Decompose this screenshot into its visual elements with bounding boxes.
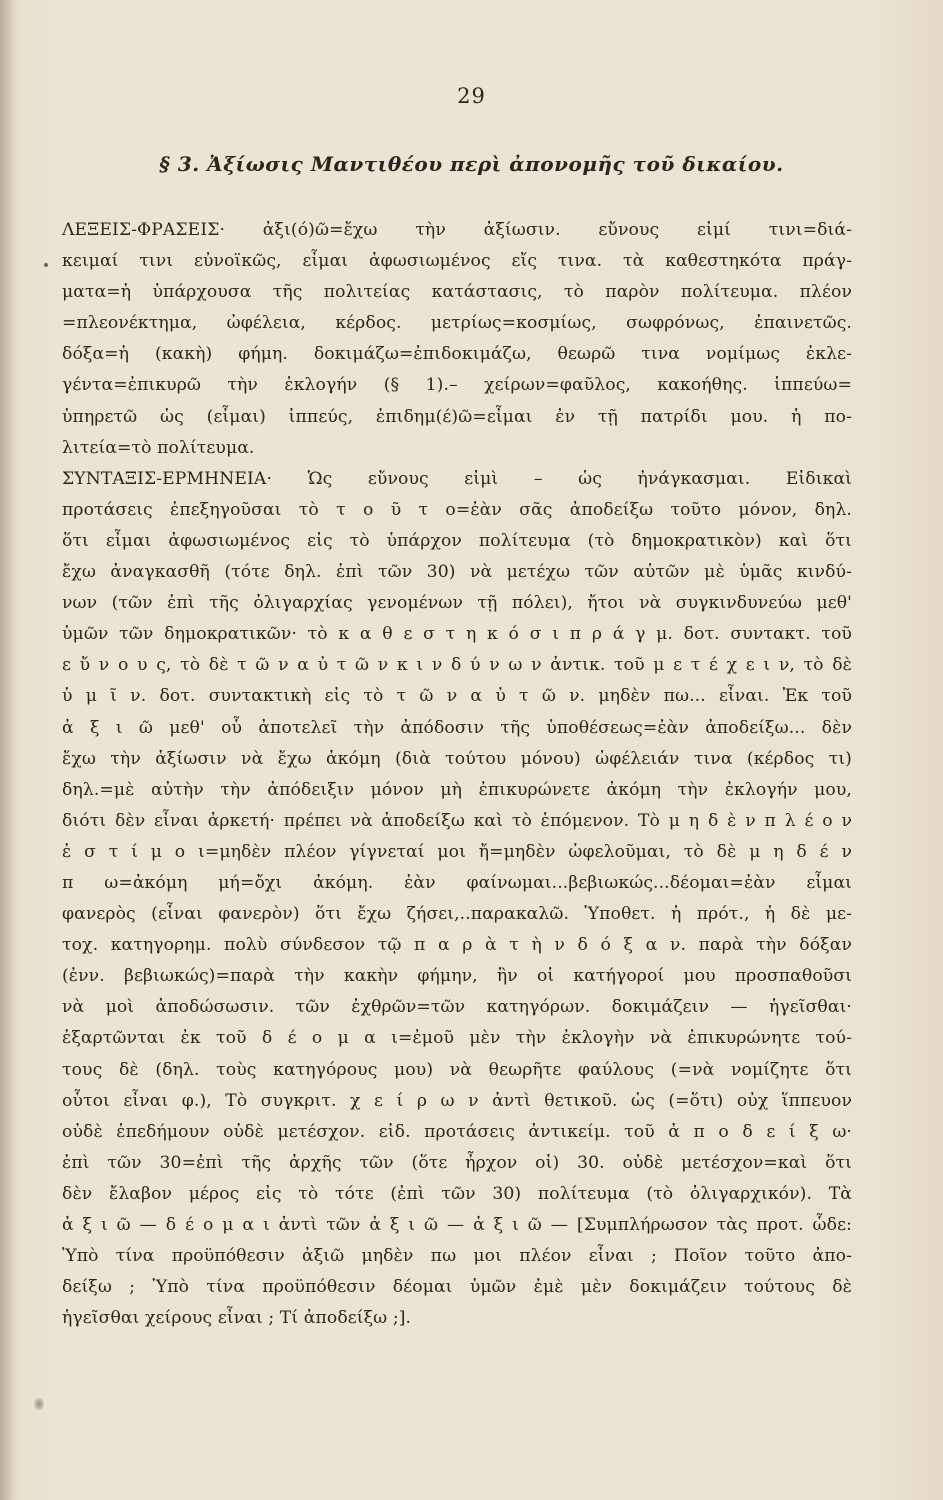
- margin-mark: [44, 263, 48, 267]
- commentary-body: [62, 215, 852, 1334]
- text-line: ματα=ἡ ὑπάρχουσα τῆς πολιτείας κατάστασις, τὸ παρὸν πολίτευμα. πλέον: [62, 282, 852, 303]
- text-line: ἐπὶ τῶν 30=ἐπὶ τῆς ἀρχῆς τῶν (ὅτε ἦρχον οἱ) 30. οὐδὲ μετέσχον=καὶ ὅτι: [62, 1152, 852, 1173]
- text-line: οὐδὲ ἐπεδήμουν οὐδὲ μετέσχον. εἰδ. προτάσεις ἀντικείμ. τοῦ ἀ π ο δ ε ί ξ ω·: [62, 1121, 852, 1142]
- text-line: προτάσεις ἐπεξηγοῦσαι τὸ τ ο ῦ τ ο=ἐὰν σᾶς ἀποδείξω τοῦτο μόνον, δηλ.: [62, 499, 852, 520]
- binding-shadow: [0, 0, 14, 1500]
- text-line: ἔχω ἀναγκασθῆ (τότε δηλ. ἐπὶ τῶν 30) νὰ μετέχω τῶν αὐτῶν μὲ ὑμᾶς κινδύ-: [62, 562, 852, 583]
- text-line: π ω=ἀκόμη μή=ὄχι ἀκόμη. ἐὰν φαίνωμαι...βεβιωκώς...δέομαι=ἐὰν εἶμαι: [62, 872, 852, 893]
- text-line: ἀ ξ ι ῶ — δ έ ο μ α ι ἀντὶ τῶν ἀ ξ ι ῶ — ἀ ξ ι ῶ — [Συμπλήρωσον τὰς προτ. ὧδε:: [62, 1215, 852, 1235]
- text-line: οὗτοι εἶναι φ.), Τὸ συγκριτ. χ ε ί ρ ω ν ἀντὶ θετικοῦ. ὡς (=ὅτι) οὐχ ἵππευον: [62, 1090, 852, 1111]
- text-line: φανερὸς (εἶναι φανερὸν) ὅτι ἔχω ζήσει,..παρακαλῶ. Ὑποθετ. ἡ πρότ., ἡ δὲ με-: [62, 904, 852, 925]
- text-line: ὑμῶν τῶν δημοκρατικῶν· τὸ κ α θ ε σ τ η κ ό σ ι π ρ ά γ μ. δοτ. συντακτ. τοῦ: [62, 624, 852, 645]
- text-line: =πλεονέκτημα, ὠφέλεια, κέρδος. μετρίως=κοσμίως, σωφρόνως, ἐπαινετῶς.: [62, 313, 852, 334]
- text-line: νὰ μοὶ ἀποδώσωσιν. τῶν ἐχθρῶν=τῶν κατηγόρων. δοκιμάζειν — ἡγεῖσθαι·: [62, 997, 852, 1018]
- text-line: ὑπηρετῶ ὡς (εἶμαι) ἱππεύς, ἐπιδημ(έ)ῶ=εἶμαι ἐν τῇ πατρίδι μου. ἡ πο-: [62, 406, 852, 427]
- text-line: ε ὔ ν ο υ ς, τὸ δὲ τ ῶ ν α ὐ τ ῶ ν κ ι ν δ ύ ν ω ν ἀντικ. τοῦ μ ε τ έ χ ε ι ν, τὸ δὲ: [62, 655, 852, 676]
- text-line: δηλ.=μὲ αὐτὴν τὴν ἀπόδειξιν μόνον μὴ ἐπικυρώνετε ἀκόμη τὴν ἐκλογήν μου,: [62, 779, 852, 800]
- text-line: δόξα=ἡ (κακὴ) φήμη. δοκιμάζω=ἐπιδοκιμάζω, θεωρῶ τινα νομίμως ἐκλε-: [62, 344, 852, 365]
- page-number: 29: [457, 84, 486, 108]
- text-line: κειμαί τινι εὐνοϊκῶς, εἶμαι ἀφωσιωμένος εἴς τινα. τὰ καθεστηκότα πράγ-: [62, 251, 852, 272]
- text-line: ἐξαρτῶνται ἐκ τοῦ δ έ ο μ α ι=ἐμοῦ μὲν τὴν ἐκλογὴν νὰ ἐπικυρώνητε τού-: [62, 1028, 852, 1049]
- text-line: δὲν ἔλαβον μέρος εἰς τὸ τότε (ἐπὶ τῶν 30) πολίτευμα (τὸ ὀλιγαρχικόν). Τὰ: [62, 1183, 852, 1204]
- text-line: τοχ. κατηγορημ. πολὺ σύνδεσον τῷ π α ρ ὰ τ ὴ ν δ ό ξ α ν. παρὰ τὴν δόξαν: [62, 935, 852, 956]
- text-line: γέντα=ἐπικυρῶ τὴν ἐκλογήν (§ 1).– χείρων=φαῦλος, κακοήθης. ἱππεύω=: [62, 375, 852, 396]
- text-line: δείξω ; Ὑπὸ τίνα προϋπόθεσιν δέομαι ὑμῶν ἐμὲ μὲν δοκιμάζειν τούτους δὲ: [62, 1277, 852, 1298]
- text-line: νων (τῶν ἐπὶ τῆς ὀλιγαρχίας γενομένων τῇ πόλει), ἤτοι νὰ συγκινδυνεύω μεθ': [62, 593, 852, 614]
- text-line: Ὑπὸ τίνα προϋπόθεσιν ἀξιῶ μηδὲν πω μοι πλέον εἶναι ; Ποῖον τοῦτο ἀπο-: [62, 1246, 852, 1267]
- section-title: § 3. Ἀξίωσις Μαντιθέου περὶ ἀπονομῆς τοῦ δικαίου.: [159, 152, 784, 176]
- text-line: ΣΥΝΤΑΞΙΣ-ΕΡΜΗΝΕΙΑ· Ὡς εὔνους εἰμὶ – ὡς ἠνάγκασμαι. Εἰδικαὶ: [62, 468, 852, 489]
- text-line: ὅτι εἶμαι ἀφωσιωμένος εἰς τὸ ὑπάρχον πολίτευμα (τὸ δημοκρατικὸν) καὶ ὅτι: [62, 530, 852, 551]
- ink-smudge: [34, 1398, 44, 1410]
- text-line: ἐ σ τ ί μ ο ι=μηδὲν πλέον γίγνεταί μοι ἤ=μηδὲν ὠφελοῦμαι, τὸ δὲ μ η δ έ ν: [62, 841, 852, 862]
- text-line: ἔχω τὴν ἀξίωσιν νὰ ἔχω ἀκόμη (διὰ τούτου μόνου) ὠφέλειάν τινα (κέρδος τι): [62, 748, 852, 769]
- text-line: ὑ μ ῖ ν. δοτ. συντακτικὴ εἰς τὸ τ ῶ ν α ὐ τ ῶ ν. μηδὲν πω... εἶναι. Ἐκ τοῦ: [62, 686, 852, 707]
- text-line: ἀ ξ ι ῶ μεθ' οὗ ἀποτελεῖ τὴν ἀπόδοσιν τῆς ὑποθέσεως=ἐὰν ἀποδείξω... δὲν: [62, 717, 852, 738]
- text-line: ΛΕΞΕΙΣ-ΦΡΑΣΕΙΣ· ἀξι(ό)ῶ=ἔχω τὴν ἀξίωσιν. εὔνους εἰμί τινι=διά-: [62, 220, 852, 240]
- text-line: διότι δὲν εἶναι ἀρκετή· πρέπει νὰ ἀποδείξω καὶ τὸ ἑπόμενον. Τὸ μ η δ ὲ ν π λ έ ο ν: [62, 810, 852, 831]
- text-line: ἡγεῖσθαι χείρους εἶναι ; Τί ἀποδείξω ;].: [62, 1308, 412, 1329]
- text-line: τους δὲ (δηλ. τοὺς κατηγόρους μου) νὰ θεωρῆτε φαύλους (=νὰ νομίζητε ὅτι: [62, 1059, 852, 1080]
- text-line: (ἐνν. βεβιωκώς)=παρὰ τὴν κακὴν φήμην, ἣν οἱ κατήγοροί μου προσπαθοῦσι: [62, 966, 852, 987]
- text-line: λιτεία=τὸ πολίτευμα.: [62, 437, 255, 458]
